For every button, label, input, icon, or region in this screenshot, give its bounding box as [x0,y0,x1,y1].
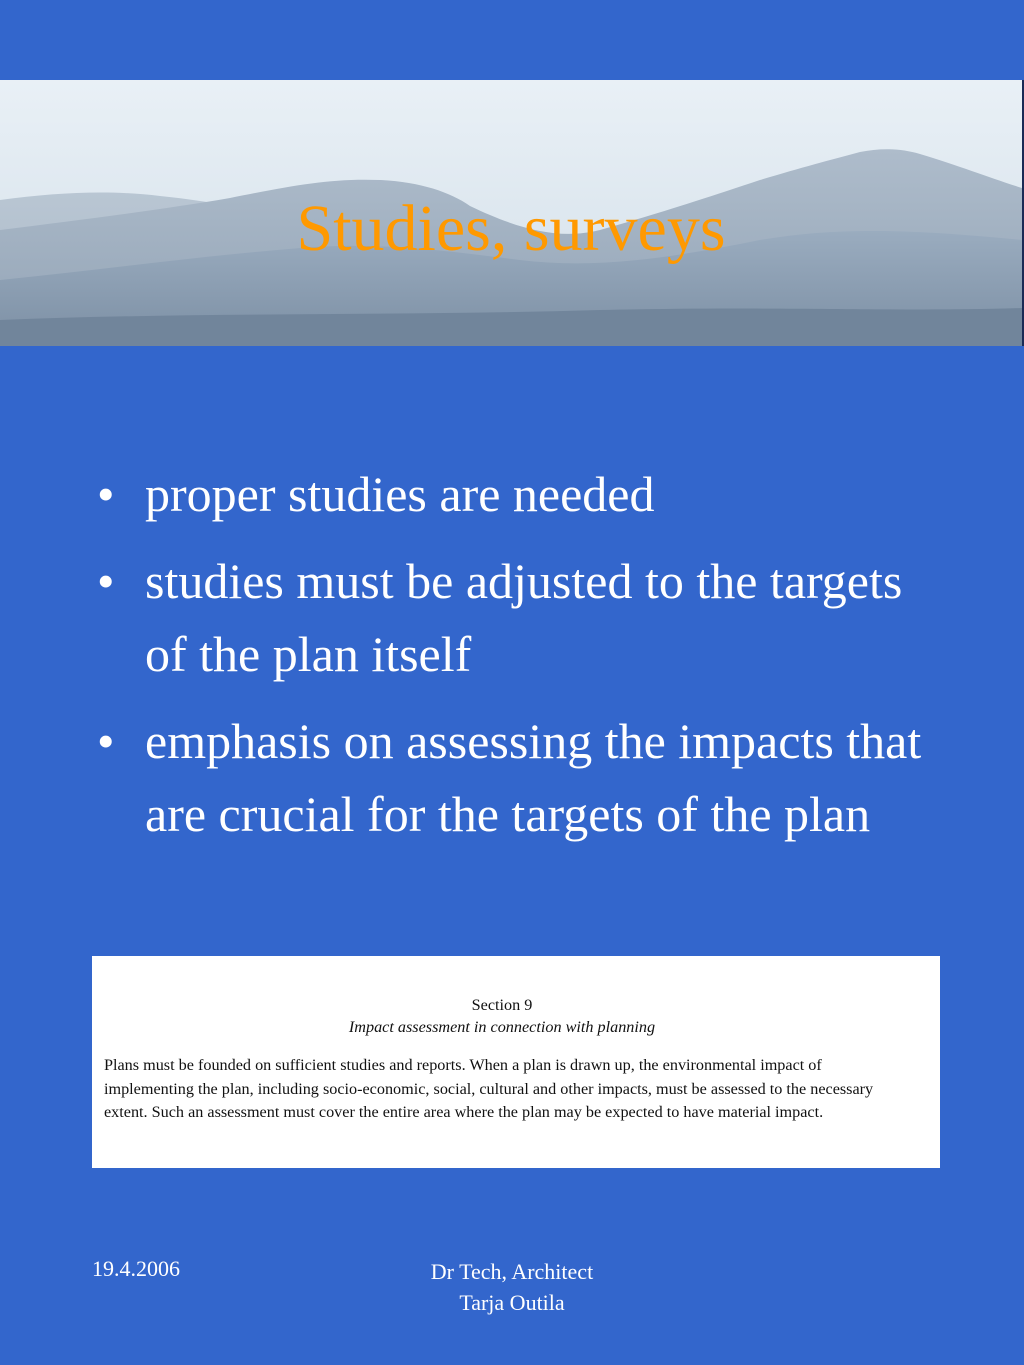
footer-date: 19.4.2006 [92,1256,180,1281]
slide-title: Studies, surveys [296,192,726,265]
bullet-item [95,545,925,691]
footer-author [362,1256,662,1318]
bullet-text: emphasis on assessing the impacts that are crucial for the targets of the plan [145,713,922,842]
bullet-marker: • [97,553,115,609]
footer-author-name: Tarja Outila [459,1290,565,1315]
bullet-marker: • [97,466,115,522]
excerpt-heading: Impact assessment in connection with planning [348,1018,656,1036]
excerpt-body: Plans must be founded on sufficient studies and reports. When a plan is drawn up, the environmental impact of implementing the plan, including socio-economic, social, cultural and other impacts, must be assessed to the necessary extent. Such an assessment must cover the entire area where the plan may be expected to have material impact. [104,1056,874,1121]
bullet-list [95,458,925,865]
law-excerpt-image [92,956,940,1168]
footer-author-title: Dr Tech, Architect [430,1259,594,1284]
bullet-marker: • [97,713,115,769]
bullet-item [95,458,925,531]
excerpt-section-number: Section 9 [471,996,533,1014]
bullet-text: proper studies are needed [145,466,655,522]
bullet-item [95,705,925,851]
bullet-text: studies must be adjusted to the targets of the plan itself [145,553,903,682]
